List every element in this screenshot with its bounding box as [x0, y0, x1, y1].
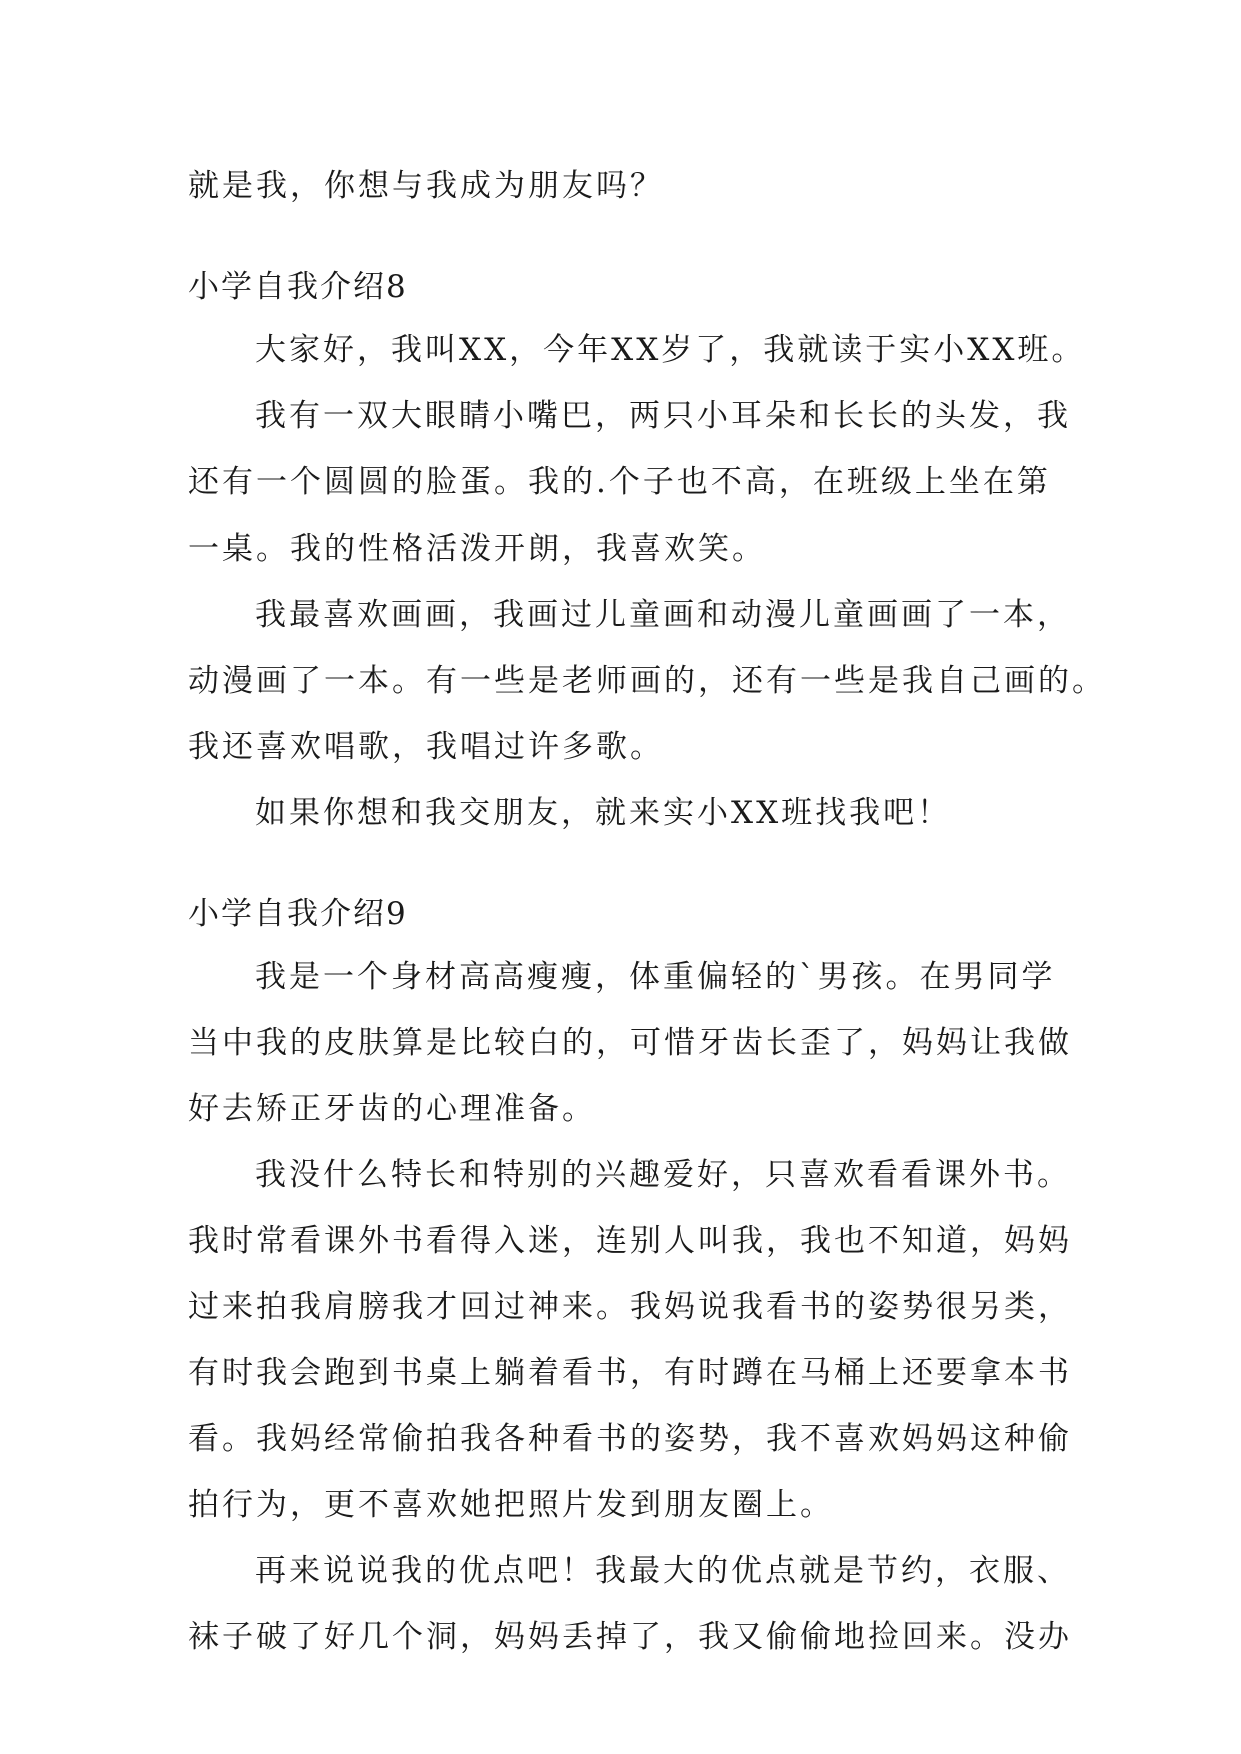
paragraph-line: 袜子破了好几个洞，妈妈丢掉了，我又偷偷地捡回来。没办 [188, 1619, 1072, 1655]
paragraph-line: 我还喜欢唱歌，我唱过许多歌。 [188, 729, 664, 765]
paragraph-line: 我时常看课外书看得入迷，连别人叫我，我也不知道，妈妈 [188, 1223, 1072, 1259]
paragraph-line: 还有一个圆圆的脸蛋。我的.个子也不高，在班级上坐在第 [188, 464, 1051, 500]
paragraph-line: 拍行为，更不喜欢她把照片发到朋友圈上。 [188, 1487, 834, 1523]
paragraph-line: 我没什么特长和特别的兴趣爱好，只喜欢看看课外书。 [255, 1157, 1071, 1193]
opening-line: 就是我，你想与我成为朋友吗？ [188, 168, 664, 204]
paragraph-line: 动漫画了一本。有一些是老师画的，还有一些是我自己画的。 [188, 663, 1106, 699]
section-9-title: 小学自我介绍9 [188, 896, 408, 932]
paragraph-line: 有时我会跑到书桌上躺着看书，有时蹲在马桶上还要拿本书 [188, 1355, 1072, 1391]
section-8-title: 小学自我介绍8 [188, 269, 408, 305]
paragraph-line: 我是一个身材高高瘦瘦，体重偏轻的`男孩。在男同学 [255, 959, 1056, 995]
paragraph-line: 如果你想和我交朋友，就来实小XX班找我吧！ [255, 795, 952, 831]
paragraph-line: 一桌。我的性格活泼开朗，我喜欢笑。 [188, 531, 766, 567]
paragraph-line: 当中我的皮肤算是比较白的，可惜牙齿长歪了，妈妈让我做 [188, 1025, 1072, 1061]
paragraph-line: 好去矫正牙齿的心理准备。 [188, 1091, 596, 1127]
paragraph-line: 大家好，我叫XX，今年XX岁了，我就读于实小XX班。 [255, 332, 1086, 368]
paragraph-line: 再来说说我的优点吧！我最大的优点就是节约，衣服、 [255, 1553, 1071, 1589]
paragraph-line: 我最喜欢画画，我画过儿童画和动漫儿童画画了一本， [255, 597, 1071, 633]
paragraph-line: 我有一双大眼睛小嘴巴，两只小耳朵和长长的头发，我 [255, 398, 1071, 434]
paragraph-line: 看。我妈经常偷拍我各种看书的姿势，我不喜欢妈妈这种偷 [188, 1421, 1072, 1457]
paragraph-line: 过来拍我肩膀我才回过神来。我妈说我看书的姿势很另类， [188, 1289, 1072, 1325]
